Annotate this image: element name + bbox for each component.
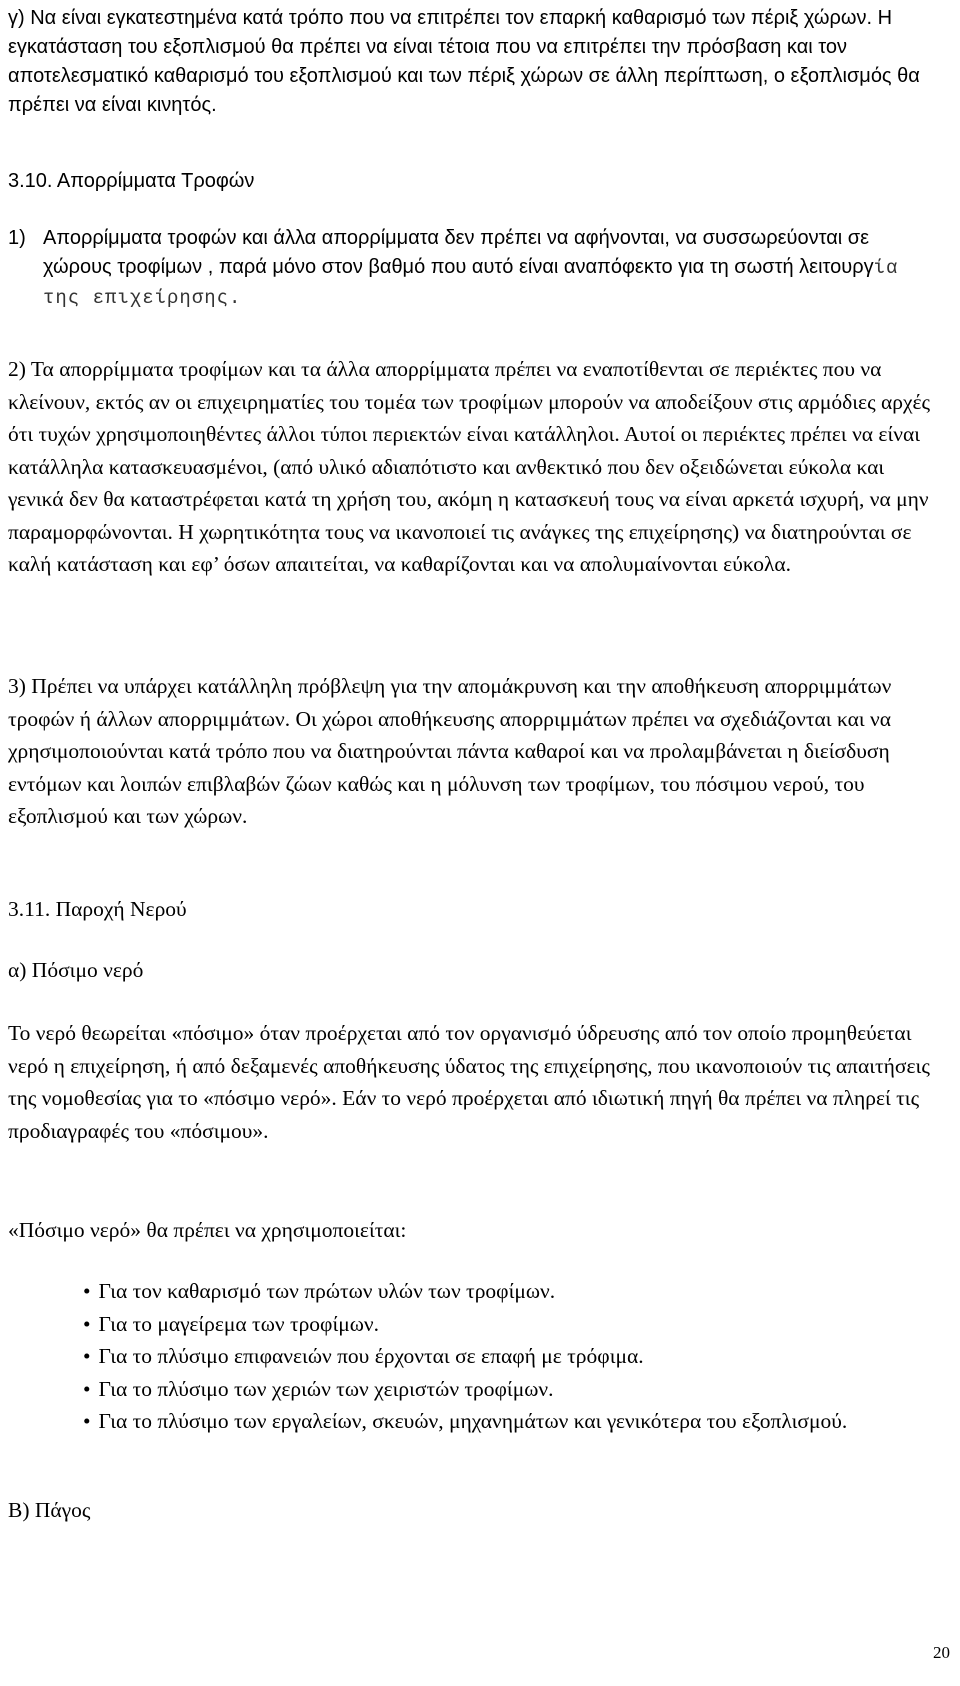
bullet-icon: • [83, 1311, 91, 1336]
list-item-2: 2) Τα απορρίμματα τροφίμων και τα άλλα απορρίμματα πρέπει να εναποτίθενται σε περιέκτες που να κλείνουν, εκτός αν οι επιχειρηματίες του τομέα των τροφίμων μπορούν να αποδείξουν στις αρμόδιες αρχές ότι τυχών χρησιμοποιηθέντες άλλοι τύποι περιεκτών είναι κατάλληλοι. Αυτοί οι περιέκτες πρέπει να είναι κατάλληλα κατασκευασμένοι, (από υλικό αδιαπότιστο και ανθεκτικό που δεν οξειδώνεται εύκολα και γενικά δεν θα καταστρέφεται κατά τη χρήση του, ακόμη η κατασκευή τους να είναι αρκετά ισχυρή, να μην παραμορφώνονται. Η χωρητικότητα τους να ικανοποιεί τις ανάγκες της επιχείρησης) να διατηρούνται σε καλή κατάσταση και εφ’ όσων απαιτείται, να καθαρίζονται και να απολυμαίνονται εύκολα. [8, 357, 931, 576]
bullet-icon: • [83, 1344, 91, 1368]
section-heading-3-10: 3.10. Απορρίμματα Τροφών [8, 170, 255, 192]
bullet-item: • Για το πλύσιμο επιφανειών που έρχονται σε επαφή με τρόφιμα. [83, 1344, 644, 1368]
list-item-1-label: 1) [8, 227, 26, 249]
bullet-item: • Για το πλύσιμο των εργαλείων, σκευών, μηχανημάτων και γενικότερα του εξοπλισμού. [83, 1409, 848, 1433]
bullet-item: • Για το πλύσιμο των χεριών των χειριστών τροφίμων. [83, 1376, 554, 1401]
page-number: 20 [933, 1643, 950, 1662]
paragraph-potable-water: Το νερό θεωρείται «πόσιμο» όταν προέρχεται από τον οργανισμό ύδρευσης από τον οποίο προμηθεύεται νερό η επιχείρηση, ή από δεξαμενές αποθήκευσης ύδατος της επιχείρησης, που ικανοποιούν τις απαιτήσεις της νομοθεσίας για το «πόσιμο νερό». Εάν το νερό προέρχεται από ιδιωτική πηγή θα πρέπει να πληρεί τις προδιαγραφές του «πόσιμου». [8, 1021, 930, 1143]
paragraph-g: γ) Να είναι εγκατεστημένα κατά τρόπο που να επιτρέπει τον επαρκή καθαρισμό των πέριξ χώρων. Η εγκατάσταση του εξοπλισμού θα πρέπει να είναι τέτοια που να επιτρέπει την πρόσβαση και τον αποτελεσματικό καθαρισμό του εξοπλισμού και των πέριξ χώρων σε άλλη περίπτωση, ο εξοπλισμός θα πρέπει να είναι κινητός. [8, 7, 920, 116]
usage-bullet-list [8, 1275, 944, 1438]
list-item-1-text: Απορρίμματα τροφών και άλλα απορρίμματα δεν πρέπει να αφήνονται, να συσσωρεύονται σε χώρους τροφίμων , παρά μόνο στον βαθμό που αυτό είναι αναπόφεκτο για τη σωστή λειτουργ [43, 227, 874, 278]
bullet-item: • Για το μαγείρεμα των τροφίμων. [83, 1311, 380, 1336]
bullet-icon: • [83, 1409, 91, 1433]
subheading-potable-water: α) Πόσιμο νερό [8, 958, 144, 982]
list-item-1 [8, 224, 943, 313]
bullet-icon: • [83, 1279, 91, 1303]
bullet-icon: • [83, 1376, 91, 1401]
bullet-item: • Για τον καθαρισμό των πρώτων υλών των τροφίμων. [83, 1279, 556, 1303]
section-heading-3-11: 3.11. Παροχή Νερού [8, 897, 187, 921]
paragraph-usage-intro: «Πόσιμο νερό» θα πρέπει να χρησιμοποιείται: [8, 1218, 407, 1242]
subheading-ice: Β) Πάγος [8, 1498, 91, 1522]
list-item-1-tail: ία της επιχείρησης. [43, 257, 899, 309]
list-item-3: 3) Πρέπει να υπάρχει κατάλληλη πρόβλεψη για την απομάκρυνση και την αποθήκευση απορριμμάτων τροφών ή άλλων απορριμμάτων. Οι χώροι αποθήκευσης απορριμμάτων πρέπει να σχεδιάζονται και να χρησιμοποιούνται κατά τρόπο που να διατηρούνται πάντα καθαροί και να προλαμβάνεται η διείσδυση εντόμων και λοιπών επιβλαβών ζώων καθώς και η μόλυνση των τροφίμων, του πόσιμου νερού, του εξοπλισμού και των χώρων. [8, 674, 892, 828]
